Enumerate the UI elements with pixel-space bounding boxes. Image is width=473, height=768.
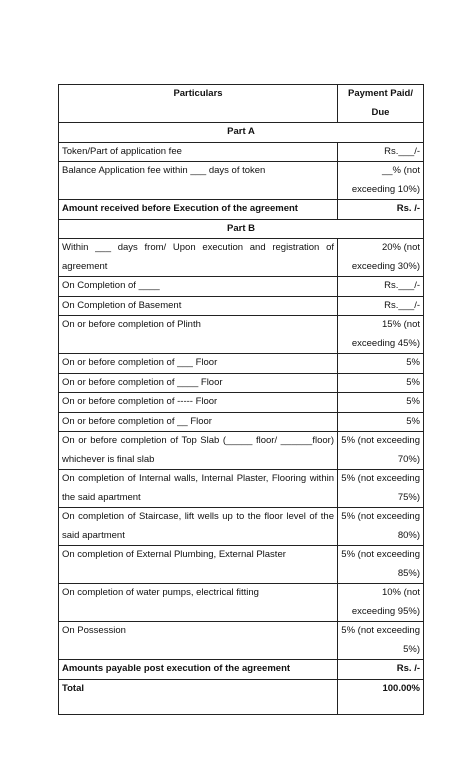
payment-cell: 5% xyxy=(338,373,424,393)
payment-cell: Rs. /- xyxy=(338,200,424,220)
particulars-header: Particulars xyxy=(59,85,338,123)
payment-cell: 5% (not exceeding 80%) xyxy=(338,508,424,546)
section-header-row xyxy=(59,219,424,239)
payment-cell: 5% xyxy=(338,412,424,432)
section-title: Part A xyxy=(59,123,424,143)
payment-cell: __% (not exceeding 10%) xyxy=(338,162,424,200)
particulars-cell: Balance Application fee within ___ days of token xyxy=(59,162,338,200)
table-row xyxy=(59,412,424,432)
particulars-cell: On completion of Internal walls, Internal Plaster, Flooring within the said apartment xyxy=(59,470,338,508)
payment-cell: 5% xyxy=(338,354,424,374)
table-row xyxy=(59,142,424,162)
payment-cell: 5% (not exceeding 75%) xyxy=(338,470,424,508)
table-row xyxy=(59,277,424,297)
table-row xyxy=(59,546,424,584)
particulars-cell: On Completion of Basement xyxy=(59,296,338,316)
payment-cell: 10% (not exceeding 95%) xyxy=(338,584,424,622)
particulars-cell: On completion of External Plumbing, External Plaster xyxy=(59,546,338,584)
summary-row xyxy=(59,660,424,680)
particulars-cell: On Completion of ____ xyxy=(59,277,338,297)
table-header-row xyxy=(59,85,424,123)
particulars-cell: On Possession xyxy=(59,622,338,660)
particulars-cell: On or before completion of ____ Floor xyxy=(59,373,338,393)
section-header-row xyxy=(59,123,424,143)
particulars-cell: On or before completion of Plinth xyxy=(59,316,338,354)
payment-cell: 5% (not exceeding 5%) xyxy=(338,622,424,660)
table-row xyxy=(59,470,424,508)
payment-cell: 5% (not exceeding 85%) xyxy=(338,546,424,584)
particulars-cell: Token/Part of application fee xyxy=(59,142,338,162)
table-row xyxy=(59,584,424,622)
particulars-cell: On or before completion of ----- Floor xyxy=(59,393,338,413)
particulars-cell: On completion of water pumps, electrical fitting xyxy=(59,584,338,622)
table-row xyxy=(59,373,424,393)
payment-header: Payment Paid/ Due xyxy=(338,85,424,123)
table-row xyxy=(59,432,424,470)
particulars-cell: Amount received before Execution of the agreement xyxy=(59,200,338,220)
payment-schedule-table xyxy=(58,84,424,715)
payment-cell: Rs.___/- xyxy=(338,277,424,297)
payment-cell: 5% (not exceeding 70%) xyxy=(338,432,424,470)
table-row xyxy=(59,239,424,277)
payment-cell: Rs.___/- xyxy=(338,142,424,162)
table-row xyxy=(59,296,424,316)
payment-cell: 100.00% xyxy=(338,679,424,714)
particulars-cell: Within ___ days from/ Upon execution and registration of agreement xyxy=(59,239,338,277)
table-row xyxy=(59,162,424,200)
particulars-cell: Amounts payable post execution of the agreement xyxy=(59,660,338,680)
table-row xyxy=(59,508,424,546)
payment-cell: Rs.___/- xyxy=(338,296,424,316)
table-row xyxy=(59,316,424,354)
table-row xyxy=(59,622,424,660)
payment-cell: 20% (not exceeding 30%) xyxy=(338,239,424,277)
summary-row xyxy=(59,679,424,714)
particulars-cell: On or before completion of ___ Floor xyxy=(59,354,338,374)
payment-cell: 15% (not exceeding 45%) xyxy=(338,316,424,354)
payment-cell: 5% xyxy=(338,393,424,413)
summary-row xyxy=(59,200,424,220)
payment-cell: Rs. /- xyxy=(338,660,424,680)
particulars-cell: On completion of Staircase, lift wells up to the floor level of the said apartment xyxy=(59,508,338,546)
particulars-cell: Total xyxy=(59,679,338,714)
table-row xyxy=(59,393,424,413)
section-title: Part B xyxy=(59,219,424,239)
table-row xyxy=(59,354,424,374)
particulars-cell: On or before completion of __ Floor xyxy=(59,412,338,432)
particulars-cell: On or before completion of Top Slab (_____ floor/ ______floor) whichever is final slab xyxy=(59,432,338,470)
